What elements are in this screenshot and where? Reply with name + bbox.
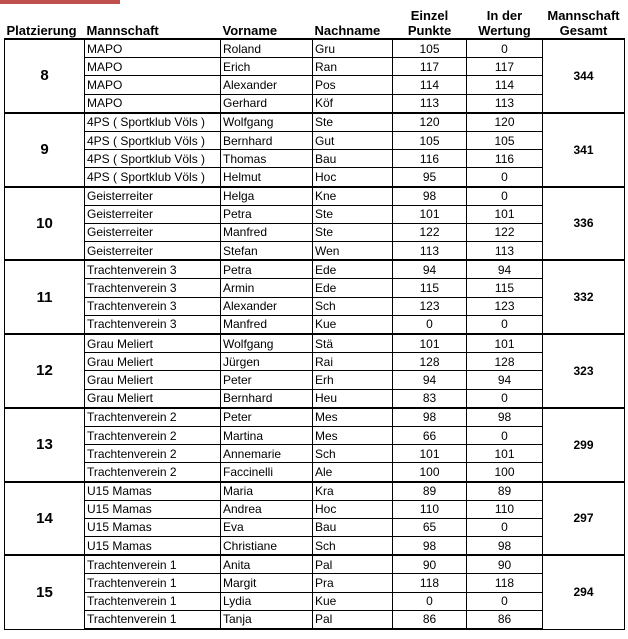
table-row — [5, 537, 625, 556]
first-name-cell: Stefan — [221, 242, 313, 261]
last-name-cell: Mes — [313, 408, 393, 427]
first-name-cell: Martina — [221, 426, 313, 444]
team-total-cell: 294 — [543, 555, 625, 629]
rank-cell: 12 — [5, 334, 85, 408]
team-cell: 4PS ( Sportklub Völs ) — [85, 113, 221, 132]
counted-cell: 98 — [467, 408, 543, 427]
counted-cell: 100 — [467, 463, 543, 482]
last-name-cell: Kue — [313, 592, 393, 610]
counted-cell: 101 — [467, 334, 543, 353]
team-cell: Grau Meliert — [85, 334, 221, 353]
points-cell: 101 — [393, 334, 467, 353]
rank-cell: 14 — [5, 482, 85, 556]
first-name-cell: Anita — [221, 555, 313, 574]
table-row — [5, 610, 625, 629]
last-name-cell: Pos — [313, 76, 393, 94]
team-cell: Grau Meliert — [85, 353, 221, 371]
table-header — [5, 4, 625, 39]
table-row — [5, 592, 625, 610]
first-name-cell: Eva — [221, 518, 313, 536]
last-name-cell: Kne — [313, 187, 393, 206]
team-cell: Trachtenverein 1 — [85, 610, 221, 629]
points-cell: 0 — [393, 592, 467, 610]
team-cell: U15 Mamas — [85, 537, 221, 556]
table-row — [5, 58, 625, 76]
counted-cell: 117 — [467, 58, 543, 76]
counted-cell: 120 — [467, 113, 543, 132]
team-cell: MAPO — [85, 58, 221, 76]
header-mannschaft: Mannschaft — [86, 23, 159, 38]
first-name-cell: Lydia — [221, 592, 313, 610]
points-cell: 66 — [393, 426, 467, 444]
first-name-cell: Peter — [221, 371, 313, 389]
team-cell: Geisterreiter — [85, 242, 221, 261]
rank-cell: 11 — [5, 260, 85, 334]
header-einzel-line2: Punkte — [407, 23, 452, 38]
last-name-cell: Bau — [313, 518, 393, 536]
table-row — [5, 113, 625, 132]
last-name-cell: Bau — [313, 150, 393, 168]
first-name-cell: Jürgen — [221, 353, 313, 371]
points-cell: 100 — [393, 463, 467, 482]
last-name-cell: Gru — [313, 39, 393, 58]
header-gesamt-line2: Gesamt — [559, 23, 608, 38]
points-cell: 105 — [393, 131, 467, 149]
points-cell: 90 — [393, 555, 467, 574]
counted-cell: 118 — [467, 574, 543, 592]
counted-cell: 116 — [467, 150, 543, 168]
team-cell: Trachtenverein 2 — [85, 426, 221, 444]
first-name-cell: Armin — [221, 279, 313, 297]
last-name-cell: Ste — [313, 223, 393, 241]
table-row — [5, 168, 625, 187]
points-cell: 115 — [393, 279, 467, 297]
counted-cell: 0 — [467, 187, 543, 206]
points-cell: 113 — [393, 242, 467, 261]
team-cell: Trachtenverein 3 — [85, 279, 221, 297]
points-cell: 98 — [393, 537, 467, 556]
ranking-table — [4, 4, 625, 630]
table-row — [5, 353, 625, 371]
header-wertung-line2: Wertung — [478, 23, 531, 38]
counted-cell: 114 — [467, 76, 543, 94]
first-name-cell: Tanja — [221, 610, 313, 629]
first-name-cell: Petra — [221, 260, 313, 279]
last-name-cell: Ede — [313, 279, 393, 297]
team-cell: 4PS ( Sportklub Völs ) — [85, 131, 221, 149]
last-name-cell: Stä — [313, 334, 393, 353]
points-cell: 94 — [393, 371, 467, 389]
team-total-cell: 336 — [543, 187, 625, 261]
counted-cell: 115 — [467, 279, 543, 297]
points-cell: 89 — [393, 482, 467, 501]
counted-cell: 0 — [467, 39, 543, 58]
table-row — [5, 389, 625, 408]
points-cell: 105 — [393, 39, 467, 58]
points-cell: 110 — [393, 500, 467, 518]
team-cell: Trachtenverein 2 — [85, 445, 221, 463]
last-name-cell: Ste — [313, 205, 393, 223]
header-in-der-wertung — [467, 4, 543, 39]
table-row — [5, 482, 625, 501]
points-cell: 83 — [393, 389, 467, 408]
header-wertung-line1: In der — [486, 8, 523, 23]
last-name-cell: Kue — [313, 315, 393, 334]
points-cell: 117 — [393, 58, 467, 76]
team-cell: Geisterreiter — [85, 205, 221, 223]
first-name-cell: Manfred — [221, 315, 313, 334]
first-name-cell: Christiane — [221, 537, 313, 556]
team-total-cell: 299 — [543, 408, 625, 482]
last-name-cell: Ran — [313, 58, 393, 76]
last-name-cell: Sch — [313, 297, 393, 315]
points-cell: 128 — [393, 353, 467, 371]
first-name-cell: Wolfgang — [221, 334, 313, 353]
counted-cell: 89 — [467, 482, 543, 501]
team-cell: 4PS ( Sportklub Völs ) — [85, 150, 221, 168]
team-cell: Geisterreiter — [85, 223, 221, 241]
team-total-cell: 323 — [543, 334, 625, 408]
first-name-cell: Bernhard — [221, 389, 313, 408]
last-name-cell: Pal — [313, 555, 393, 574]
team-cell: Trachtenverein 2 — [85, 408, 221, 427]
table-row — [5, 187, 625, 206]
last-name-cell: Pra — [313, 574, 393, 592]
table-row — [5, 463, 625, 482]
rank-cell: 13 — [5, 408, 85, 482]
counted-cell: 86 — [467, 610, 543, 629]
table-row — [5, 242, 625, 261]
rank-cell: 8 — [5, 39, 85, 113]
header-einzel-punkte — [393, 4, 467, 39]
last-name-cell: Pal — [313, 610, 393, 629]
header-vorname: Vorname — [222, 23, 278, 38]
table-row — [5, 426, 625, 444]
header-einzel-line1: Einzel — [410, 8, 449, 23]
points-cell: 95 — [393, 168, 467, 187]
table-row — [5, 94, 625, 113]
first-name-cell: Alexander — [221, 76, 313, 94]
points-cell: 118 — [393, 574, 467, 592]
first-name-cell: Gerhard — [221, 94, 313, 113]
last-name-cell: Gut — [313, 131, 393, 149]
counted-cell: 128 — [467, 353, 543, 371]
table-row — [5, 518, 625, 536]
counted-cell: 101 — [467, 205, 543, 223]
header-mannschaft-gesamt — [543, 4, 625, 39]
points-cell: 123 — [393, 297, 467, 315]
team-total-cell: 297 — [543, 482, 625, 556]
last-name-cell: Ste — [313, 113, 393, 132]
counted-cell: 90 — [467, 555, 543, 574]
team-cell: MAPO — [85, 39, 221, 58]
team-cell: MAPO — [85, 76, 221, 94]
first-name-cell: Erich — [221, 58, 313, 76]
counted-cell: 110 — [467, 500, 543, 518]
counted-cell: 94 — [467, 260, 543, 279]
counted-cell: 113 — [467, 94, 543, 113]
counted-cell: 98 — [467, 537, 543, 556]
team-cell: Grau Meliert — [85, 389, 221, 408]
table-row — [5, 279, 625, 297]
header-platzierung: Platzierung — [6, 23, 77, 38]
last-name-cell: Rai — [313, 353, 393, 371]
first-name-cell: Wolfgang — [221, 113, 313, 132]
counted-cell: 0 — [467, 315, 543, 334]
last-name-cell: Ede — [313, 260, 393, 279]
points-cell: 86 — [393, 610, 467, 629]
table-row — [5, 131, 625, 149]
team-cell: Trachtenverein 3 — [85, 315, 221, 334]
points-cell: 94 — [393, 260, 467, 279]
points-cell: 98 — [393, 408, 467, 427]
points-cell: 113 — [393, 94, 467, 113]
team-total-cell: 344 — [543, 39, 625, 113]
points-cell: 65 — [393, 518, 467, 536]
team-cell: Trachtenverein 1 — [85, 592, 221, 610]
rank-cell: 10 — [5, 187, 85, 261]
counted-cell: 94 — [467, 371, 543, 389]
first-name-cell: Roland — [221, 39, 313, 58]
team-cell: MAPO — [85, 94, 221, 113]
points-cell: 98 — [393, 187, 467, 206]
first-name-cell: Manfred — [221, 223, 313, 241]
team-cell: Geisterreiter — [85, 187, 221, 206]
counted-cell: 123 — [467, 297, 543, 315]
header-gesamt-line1: Mannschaft — [547, 8, 620, 23]
first-name-cell: Faccinelli — [221, 463, 313, 482]
team-cell: Trachtenverein 1 — [85, 574, 221, 592]
counted-cell: 0 — [467, 168, 543, 187]
table-row — [5, 205, 625, 223]
table-row — [5, 500, 625, 518]
table-row — [5, 371, 625, 389]
table-row — [5, 555, 625, 574]
counted-cell: 0 — [467, 518, 543, 536]
table-row — [5, 315, 625, 334]
last-name-cell: Sch — [313, 445, 393, 463]
team-cell: 4PS ( Sportklub Völs ) — [85, 168, 221, 187]
team-total-cell: 332 — [543, 260, 625, 334]
table-body — [5, 39, 625, 629]
points-cell: 120 — [393, 113, 467, 132]
counted-cell: 0 — [467, 592, 543, 610]
first-name-cell: Bernhard — [221, 131, 313, 149]
table-row — [5, 408, 625, 427]
last-name-cell: Wen — [313, 242, 393, 261]
first-name-cell: Annemarie — [221, 445, 313, 463]
team-total-cell: 341 — [543, 113, 625, 187]
table-row — [5, 260, 625, 279]
first-name-cell: Peter — [221, 408, 313, 427]
counted-cell: 0 — [467, 426, 543, 444]
counted-cell: 105 — [467, 131, 543, 149]
last-name-cell: Hoc — [313, 500, 393, 518]
table-row — [5, 445, 625, 463]
points-cell: 101 — [393, 445, 467, 463]
header-nachname: Nachname — [314, 23, 381, 38]
points-cell: 0 — [393, 315, 467, 334]
team-cell: U15 Mamas — [85, 482, 221, 501]
first-name-cell: Petra — [221, 205, 313, 223]
team-cell: Trachtenverein 1 — [85, 555, 221, 574]
counted-cell: 0 — [467, 389, 543, 408]
first-name-cell: Thomas — [221, 150, 313, 168]
rank-cell: 15 — [5, 555, 85, 629]
counted-cell: 101 — [467, 445, 543, 463]
rank-cell: 9 — [5, 113, 85, 187]
table-row — [5, 150, 625, 168]
counted-cell: 113 — [467, 242, 543, 261]
table-row — [5, 297, 625, 315]
points-cell: 116 — [393, 150, 467, 168]
table-row — [5, 39, 625, 58]
first-name-cell: Alexander — [221, 297, 313, 315]
table-row — [5, 223, 625, 241]
team-cell: U15 Mamas — [85, 518, 221, 536]
points-cell: 101 — [393, 205, 467, 223]
team-cell: Trachtenverein 3 — [85, 260, 221, 279]
last-name-cell: Heu — [313, 389, 393, 408]
last-name-cell: Hoc — [313, 168, 393, 187]
table-row — [5, 574, 625, 592]
table-row — [5, 76, 625, 94]
last-name-cell: Ale — [313, 463, 393, 482]
last-name-cell: Köf — [313, 94, 393, 113]
first-name-cell: Helmut — [221, 168, 313, 187]
first-name-cell: Margit — [221, 574, 313, 592]
team-cell: Trachtenverein 3 — [85, 297, 221, 315]
last-name-cell: Erh — [313, 371, 393, 389]
counted-cell: 122 — [467, 223, 543, 241]
first-name-cell: Helga — [221, 187, 313, 206]
team-cell: Grau Meliert — [85, 371, 221, 389]
last-name-cell: Sch — [313, 537, 393, 556]
table-row — [5, 334, 625, 353]
points-cell: 114 — [393, 76, 467, 94]
first-name-cell: Andrea — [221, 500, 313, 518]
points-cell: 122 — [393, 223, 467, 241]
team-cell: Trachtenverein 2 — [85, 463, 221, 482]
last-name-cell: Mes — [313, 426, 393, 444]
first-name-cell: Maria — [221, 482, 313, 501]
last-name-cell: Kra — [313, 482, 393, 501]
team-cell: U15 Mamas — [85, 500, 221, 518]
